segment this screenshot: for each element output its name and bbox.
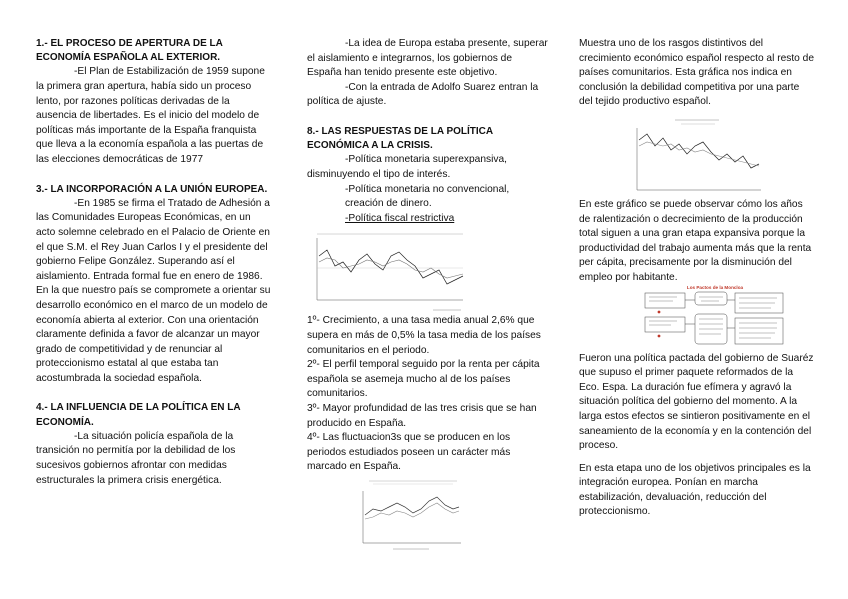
point-2: 2º- El perfil temporal seguido por la renta per cápita española se asemeja mucho al de los países comunitarios.	[307, 359, 540, 400]
line-chart-2	[353, 477, 465, 553]
column-3	[579, 37, 815, 520]
section-4-heading: 4.- LA INFLUENCIA DE LA POLÍTICA EN LA ECONOMÍA.	[36, 402, 241, 428]
pactos-diagram	[641, 284, 789, 352]
col3-paragraph-4: En esta etapa uno de los objetivos principales es la integración europea. Ponían en marcha estabilización, devaluación, reducción del proteccionismo.	[579, 462, 811, 518]
col3-paragraph-2: En este gráfico se puede observar cómo los años de ralentización o decrecimiento de la producción total siguen a una gran etapa expansiva porque la productividad del trabajo aumenta más que la renta per cápita, precisamente por la disminución del empleo por habitante.	[579, 198, 812, 283]
point-3: 3º- Mayor profundidad de las tres crisis que se han producido en España.	[307, 402, 537, 429]
figure-chart-2	[353, 477, 549, 553]
point-1: 1º- Crecimiento, a una tasa media anual 2,6% que supera en más de 0,5% la tasa media de los países comunitarios en el periodo.	[307, 315, 541, 356]
line-chart-1	[307, 226, 467, 314]
section-3-text: -En 1985 se firma el Tratado de Adhesión a las Comunidades Europeas Económicas, en un acto solemne celebrado en el Palacio de Oriente en el que S.M. el Rey Juan Carlos I y el presidente del gobierno Felipe González. Superando así el aislamiento. Entrada formal fue en enero de 1986. En la que nuestro país se compromete a orientar su desarrollo económico en el marco de un modelo de economía abierta al exterior. Con una orientación claramente definida a favor de alcanzar un mayor grado de competitividad y de renunciar al proteccionismo estatal al que estaba tan acostumbrada la sociedad española.	[36, 197, 271, 384]
section-4-text: -La situación policía española de la transición no permitía por la debilidad de los sucesivos gobiernos afrontar con medidas estructurales la primera crisis energética.	[36, 430, 236, 486]
policy-monetary-1: -Política monetaria superexpansiva, disminuyendo el tipo de interés.	[307, 154, 507, 180]
section-3-heading: 3.- LA INCORPORACIÓN A LA UNIÓN EUROPEA.	[36, 183, 268, 195]
diagram-title: Los Pactos de la Moncloa	[686, 284, 744, 290]
column-1	[36, 37, 272, 488]
section-1-text: -El Plan de Estabilización de 1959 supone la primera gran apertura, había sido un proceso lento, por razones políticas derivadas de la ausencia de libertades. Es el inicio del modelo de políticas más importante de la España franquista que lleva a la economía española a las puertas de las elecciones democráticas de 1977	[36, 66, 265, 165]
figure-chart-1	[307, 226, 549, 314]
col3-paragraph-1: Muestra uno de los rasgos distintivos del crecimiento económico español respecto al resto de países comunitarios. Esta gráfica nos indica en conclusión la debilidad competitiva por una parte del tejido productivo español.	[579, 38, 815, 108]
column-2	[307, 37, 549, 553]
section-8-heading: 8.- LAS RESPUESTAS DE LA POLÍTICA ECONÓMICA A LA CRISIS.	[307, 125, 493, 152]
suarez-paragraph: -Con la entrada de Adolfo Suarez entran la política de ajuste.	[307, 81, 539, 108]
line-chart-3	[631, 116, 765, 198]
figure-chart-3	[631, 116, 815, 198]
policy-monetary-2: -Política monetaria no convencional, creación de dinero.	[345, 183, 510, 210]
section-1-heading: 1.- EL PROCESO DE APERTURA DE LA ECONOMÍA ESPAÑOLA AL EXTERIOR.	[36, 38, 223, 64]
figure-diagram	[641, 284, 815, 352]
point-4: 4º- Las fluctuacion3s que se producen en los periodos estudiados poseen un carácter más marcado en España.	[307, 432, 511, 473]
europe-paragraph: -La idea de Europa estaba presente, superar el aislamiento e integrarnos, los gobiernos de España han tenido presente este objetivo.	[307, 38, 548, 79]
col3-paragraph-3: Fueron una política pactada del gobierno de Suaréz que supuso el primer paquete reformados de la Eco. Espa. La duración fue efímera y agravó la situación política del gobierno del momento. A la larga estos efectos se sintieron positivamente en el saneamiento de la economía y en la contención del proceso.	[579, 352, 814, 452]
policy-fiscal: -Política fiscal restrictiva	[345, 212, 455, 224]
